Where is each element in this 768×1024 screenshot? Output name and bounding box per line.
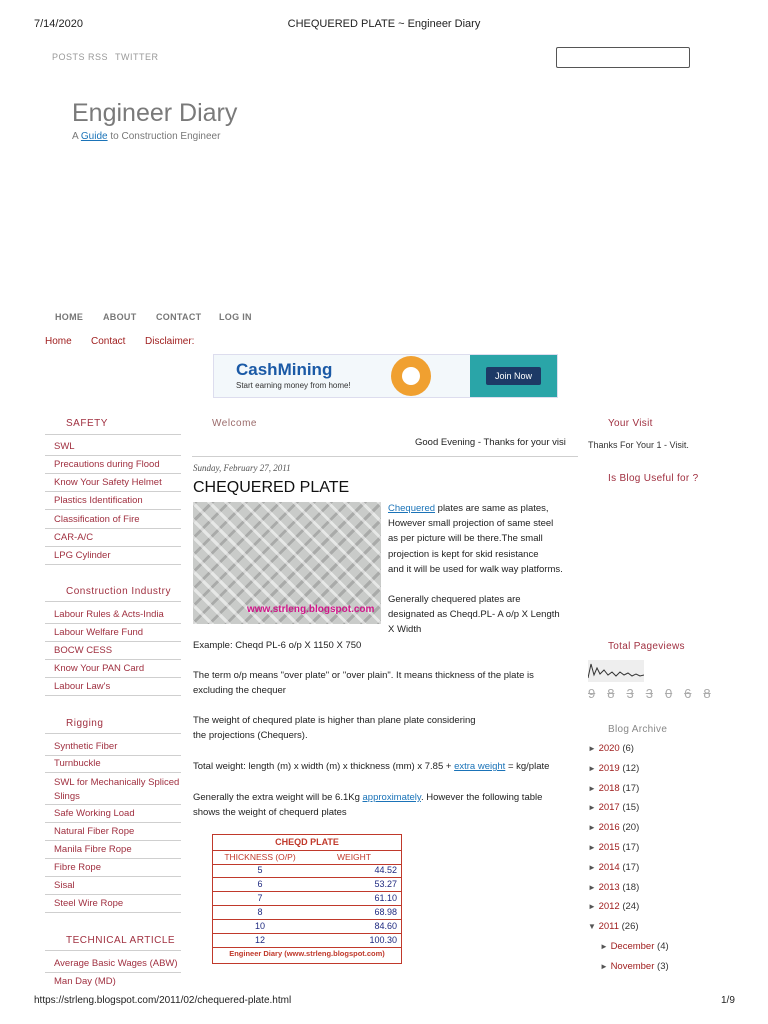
archive-month[interactable]	[588, 941, 758, 961]
cell-weight: 100.30	[369, 935, 397, 945]
archive-item[interactable]	[588, 822, 758, 842]
ad-cta-panel	[470, 355, 557, 397]
archive-year[interactable]: 2013	[598, 881, 620, 893]
table-row	[213, 864, 401, 878]
sidebar-link-plastics[interactable]: Plastics Identification	[54, 495, 143, 506]
table-row	[213, 934, 401, 948]
archive-item[interactable]	[588, 901, 758, 921]
divider	[45, 659, 181, 660]
sidebar-link-labour-rules[interactable]: Labour Rules & Acts-India	[54, 609, 164, 620]
archive-count: (12)	[622, 762, 640, 774]
counter-digit: 8	[607, 686, 615, 701]
archive-count: (26)	[621, 921, 639, 933]
post-date: Sunday, February 27, 2011	[193, 463, 291, 473]
divider	[45, 822, 181, 823]
extra-weight-link[interactable]: extra weight	[454, 761, 506, 772]
triangle-right-icon[interactable]: ►	[588, 763, 596, 773]
table-title: CHEQD PLATE	[275, 837, 339, 847]
archive-item[interactable]	[588, 842, 758, 862]
join-now-button[interactable]: Join Now	[486, 367, 541, 385]
counter-digit: 3	[645, 686, 653, 701]
tagline-prefix: A	[72, 131, 81, 142]
divider	[45, 546, 181, 547]
archive-count: (6)	[622, 743, 634, 754]
p1-line-3: as per picture will be there.The small	[388, 533, 543, 545]
triangle-right-icon[interactable]: ►	[588, 862, 596, 872]
sidebar-link-slings[interactable]: SWL for Mechanically Spliced Slings	[54, 777, 180, 802]
divider	[45, 733, 181, 734]
triangle-right-icon[interactable]: ►	[588, 744, 596, 753]
divider	[45, 473, 181, 474]
sidebar-link-wire[interactable]: Steel Wire Rope	[54, 898, 124, 909]
divider	[45, 972, 181, 973]
cell-thickness: 6	[257, 879, 263, 889]
archive-heading: Blog Archive	[608, 724, 668, 735]
sidebar-link-helmet[interactable]: Know Your Safety Helmet	[54, 477, 162, 488]
counter-digit: 0	[664, 686, 673, 701]
p1-line-4: projection is kept for skid resistance	[388, 548, 539, 560]
triangle-right-icon[interactable]: ►	[600, 941, 608, 951]
tagline-suffix: to Construction Engineer	[107, 131, 221, 142]
archive-item-expanded[interactable]	[588, 921, 758, 941]
divider	[45, 528, 181, 529]
divider	[45, 677, 181, 678]
chequered-plate-image	[193, 502, 381, 624]
divider	[45, 491, 181, 492]
chequered-plate-table	[212, 834, 402, 964]
triangle-right-icon[interactable]: ►	[588, 902, 596, 912]
archive-count: (24)	[622, 901, 640, 913]
sidebar-link-car[interactable]: CAR-A/C	[54, 532, 94, 543]
posts-rss-link[interactable]: POSTS RSS	[52, 52, 109, 62]
sidebar-link-manday[interactable]: Man Day (MD)	[54, 976, 116, 987]
table-row	[213, 906, 401, 920]
pageviews-sparkline	[588, 660, 644, 682]
triangle-right-icon[interactable]: ►	[588, 803, 596, 813]
print-date: 7/14/2020	[34, 18, 83, 30]
pageviews-counter	[588, 684, 718, 703]
archive-year[interactable]: 2014	[598, 861, 620, 873]
sidebar-heading-construction: Construction Industry	[66, 586, 171, 597]
archive-item[interactable]	[588, 743, 758, 763]
sidebar-link-labour-law[interactable]: Labour Law's	[54, 681, 111, 692]
sidebar-link-fibre[interactable]: Fibre Rope	[54, 862, 101, 873]
archive-year[interactable]: 2018	[598, 782, 620, 794]
divider	[45, 876, 181, 877]
archive-count: (15)	[622, 802, 640, 814]
archive-count: (17)	[622, 841, 640, 853]
archive-count: (18)	[622, 881, 640, 893]
cell-thickness: 5	[257, 865, 263, 875]
cell-weight: 44.52	[374, 865, 397, 875]
sidebar-heading-rigging: Rigging	[66, 718, 104, 729]
table-row	[213, 878, 401, 892]
p1-line-5: and it will be used for walk way platforms.	[388, 563, 563, 575]
cell-weight: 53.27	[374, 879, 397, 889]
sidebar-link-lpg[interactable]: LPG Cylinder	[54, 550, 111, 561]
header-thickness: THICKNESS (O/P)	[224, 852, 296, 862]
archive-item[interactable]	[588, 763, 758, 783]
total-suffix: = kg/plate	[505, 761, 550, 772]
divider	[45, 641, 181, 642]
chequered-link[interactable]: Chequered	[388, 503, 436, 514]
post-title[interactable]: CHEQUERED PLATE	[193, 479, 350, 496]
your-visit-text: Thanks For Your 1 - Visit.	[588, 440, 689, 450]
p1-line-2: However small projection of same steel	[388, 518, 554, 530]
sidebar-link-sisal[interactable]: Sisal	[54, 880, 75, 891]
table-header-row	[213, 850, 401, 865]
sidebar-link-welfare[interactable]: Labour Welfare Fund	[54, 627, 144, 638]
print-title: CHEQUERED PLATE ~ Engineer Diary	[287, 18, 481, 30]
guide-link[interactable]: Guide	[80, 131, 108, 142]
p4-line-1: The weight of chequred plate is higher than plane plate considering	[193, 715, 476, 726]
divider	[45, 601, 181, 602]
divider	[45, 695, 181, 696]
post-example: Example: Cheqd PL-6 o/p X 1150 X 750	[193, 640, 362, 651]
archive-year[interactable]: 2019	[598, 762, 620, 774]
table-footer: Engineer Diary (www.strleng.blogspot.com)	[229, 949, 385, 958]
post-paragraph-2	[388, 592, 580, 638]
image-watermark: www.strleng.blogspot.com	[247, 604, 375, 615]
post-total-weight	[193, 759, 583, 774]
nav-contact[interactable]: CONTACT	[156, 312, 202, 322]
triangle-right-icon[interactable]: ►	[588, 842, 596, 852]
cell-thickness: 10	[254, 921, 265, 931]
cell-weight: 68.98	[374, 907, 397, 917]
counter-digit: 6	[684, 686, 692, 701]
post-paragraph-3	[193, 668, 578, 698]
counter-digit: 9	[588, 686, 596, 701]
sidebar-link-synthetic[interactable]: Synthetic Fiber	[54, 741, 118, 752]
archive-year[interactable]: 2011	[598, 921, 619, 933]
p1-line-1	[388, 501, 580, 516]
post-paragraph-1	[388, 501, 580, 577]
archive-year[interactable]: 2017	[598, 802, 620, 814]
twitter-link[interactable]: TWITTER	[115, 52, 159, 62]
archive-item[interactable]	[588, 862, 758, 882]
sidebar-link-abw[interactable]: Average Basic Wages (ABW)	[54, 958, 178, 969]
archive-count: (4)	[657, 940, 669, 952]
p6-line-2: shows the weight of chequerd plates	[193, 807, 347, 819]
divider	[45, 755, 181, 756]
archive-month-label[interactable]: December	[610, 940, 655, 952]
nav-about[interactable]: ABOUT	[103, 312, 137, 322]
triangle-right-icon[interactable]: ►	[600, 961, 608, 971]
divider	[45, 564, 181, 565]
cell-thickness: 12	[254, 935, 265, 945]
archive-year[interactable]: 2015	[598, 841, 620, 853]
archive-item[interactable]	[588, 802, 758, 822]
archive-count: (20)	[622, 822, 640, 834]
nav-login[interactable]: LOG IN	[219, 312, 252, 322]
approximately-link[interactable]: approximately	[362, 792, 421, 803]
p2-line-2: designated as Cheqd.PL- A o/p X Length	[388, 609, 560, 621]
ad-subtitle: Start earning money from home!	[236, 381, 351, 390]
table-row	[213, 920, 401, 934]
divider	[45, 804, 181, 805]
site-tagline	[72, 131, 220, 142]
triangle-down-icon[interactable]: ▼	[588, 922, 596, 932]
p6-line-1	[193, 790, 578, 805]
archive-item[interactable]	[588, 783, 758, 803]
archive-year[interactable]: 2016	[598, 822, 620, 834]
archive-year[interactable]: 2012	[598, 901, 620, 913]
pageviews-heading: Total Pageviews	[608, 641, 685, 652]
ad-banner[interactable]	[213, 354, 558, 398]
sidebar-link-swl2[interactable]: Safe Working Load	[54, 808, 135, 819]
nav-home[interactable]: HOME	[55, 312, 84, 322]
sidebar-link-fire[interactable]: Classification of Fire	[54, 514, 140, 525]
sidebar-link-manila[interactable]: Manila Fibre Rope	[54, 844, 132, 855]
divider	[45, 840, 181, 841]
search-input[interactable]	[556, 47, 690, 68]
divider	[45, 455, 181, 456]
triangle-right-icon[interactable]: ►	[588, 783, 596, 793]
table-row	[213, 892, 401, 906]
divider	[45, 772, 181, 773]
archive-count: (17)	[622, 861, 640, 873]
divider	[45, 434, 181, 435]
sidebar-link-bocw[interactable]: BOCW CESS	[54, 645, 113, 656]
subnav-disclaimer[interactable]: Disclaimer:	[145, 336, 195, 347]
cell-thickness: 7	[257, 893, 263, 903]
p2-line-1: Generally chequered plates are	[388, 594, 521, 605]
sidebar-link-natural[interactable]: Natural Fiber Rope	[54, 826, 135, 837]
useful-heading: Is Blog Useful for ?	[608, 473, 699, 484]
total-text: Total weight: length (m) x width (m) x thickness (mm) x 7.85 +	[193, 761, 455, 772]
divider	[45, 894, 181, 895]
subnav-contact[interactable]: Contact	[91, 336, 126, 347]
p4-line-2: the projections (Chequers).	[193, 730, 308, 742]
p6-text: Generally the extra weight will be 6.1Kg	[193, 792, 363, 803]
divider	[45, 509, 181, 510]
counter-digit: 8	[703, 686, 711, 701]
site-title[interactable]: Engineer Diary	[72, 99, 238, 127]
ad-title: CashMining	[236, 360, 333, 379]
archive-month-label[interactable]: November	[610, 960, 655, 972]
cell-weight: 61.10	[374, 893, 397, 903]
header-weight: WEIGHT	[337, 852, 371, 862]
sidebar-link-swl[interactable]: SWL	[54, 441, 75, 452]
p3-line-2: excluding the chequer	[193, 685, 286, 697]
footer-page: 1/9	[721, 995, 735, 1006]
archive-count: (17)	[622, 782, 640, 794]
hourglass-coin-icon	[391, 356, 431, 396]
sidebar-heading-safety: SAFETY	[66, 418, 108, 429]
divider	[45, 912, 181, 913]
triangle-right-icon[interactable]: ►	[588, 823, 596, 833]
archive-year[interactable]: 2020	[598, 743, 620, 754]
table-body	[213, 864, 401, 948]
cell-weight: 84.60	[374, 921, 397, 931]
archive-month[interactable]	[588, 961, 758, 981]
post-paragraph-6	[193, 790, 578, 820]
post-paragraph-4	[193, 713, 578, 743]
cell-thickness: 8	[257, 907, 263, 917]
divider	[192, 456, 578, 457]
sidebar-link-flood[interactable]: Precautions during Flood	[54, 459, 160, 470]
archive-item[interactable]	[588, 882, 758, 902]
p3-line-1: The term o/p means "over plate" or "over plain". It means thickness of the plate is	[193, 670, 534, 681]
sidebar-link-turnbuckle[interactable]: Turnbuckle	[54, 758, 101, 769]
subnav-home[interactable]: Home	[45, 336, 72, 347]
blog-archive-list	[588, 743, 758, 981]
p2-line-3: X Width	[388, 624, 422, 636]
archive-count: (3)	[657, 960, 669, 972]
triangle-right-icon[interactable]: ►	[588, 882, 596, 892]
footer-url: https://strleng.blogspot.com/2011/02/chequered-plate.html	[34, 995, 292, 1006]
p1-text: plates are same as plates,	[435, 503, 549, 514]
sidebar-heading-technical: TECHNICAL ARTICLE	[66, 935, 176, 946]
p6-suffix: . However the following table	[420, 792, 543, 803]
welcome-marquee: Good Evening - Thanks for your visi	[415, 437, 566, 448]
welcome-heading: Welcome	[212, 418, 257, 429]
counter-digit: 3	[626, 686, 634, 701]
your-visit-heading: Your Visit	[608, 418, 653, 429]
divider	[45, 623, 181, 624]
divider	[45, 858, 181, 859]
divider	[45, 950, 181, 951]
sidebar-link-pan[interactable]: Know Your PAN Card	[54, 663, 145, 674]
